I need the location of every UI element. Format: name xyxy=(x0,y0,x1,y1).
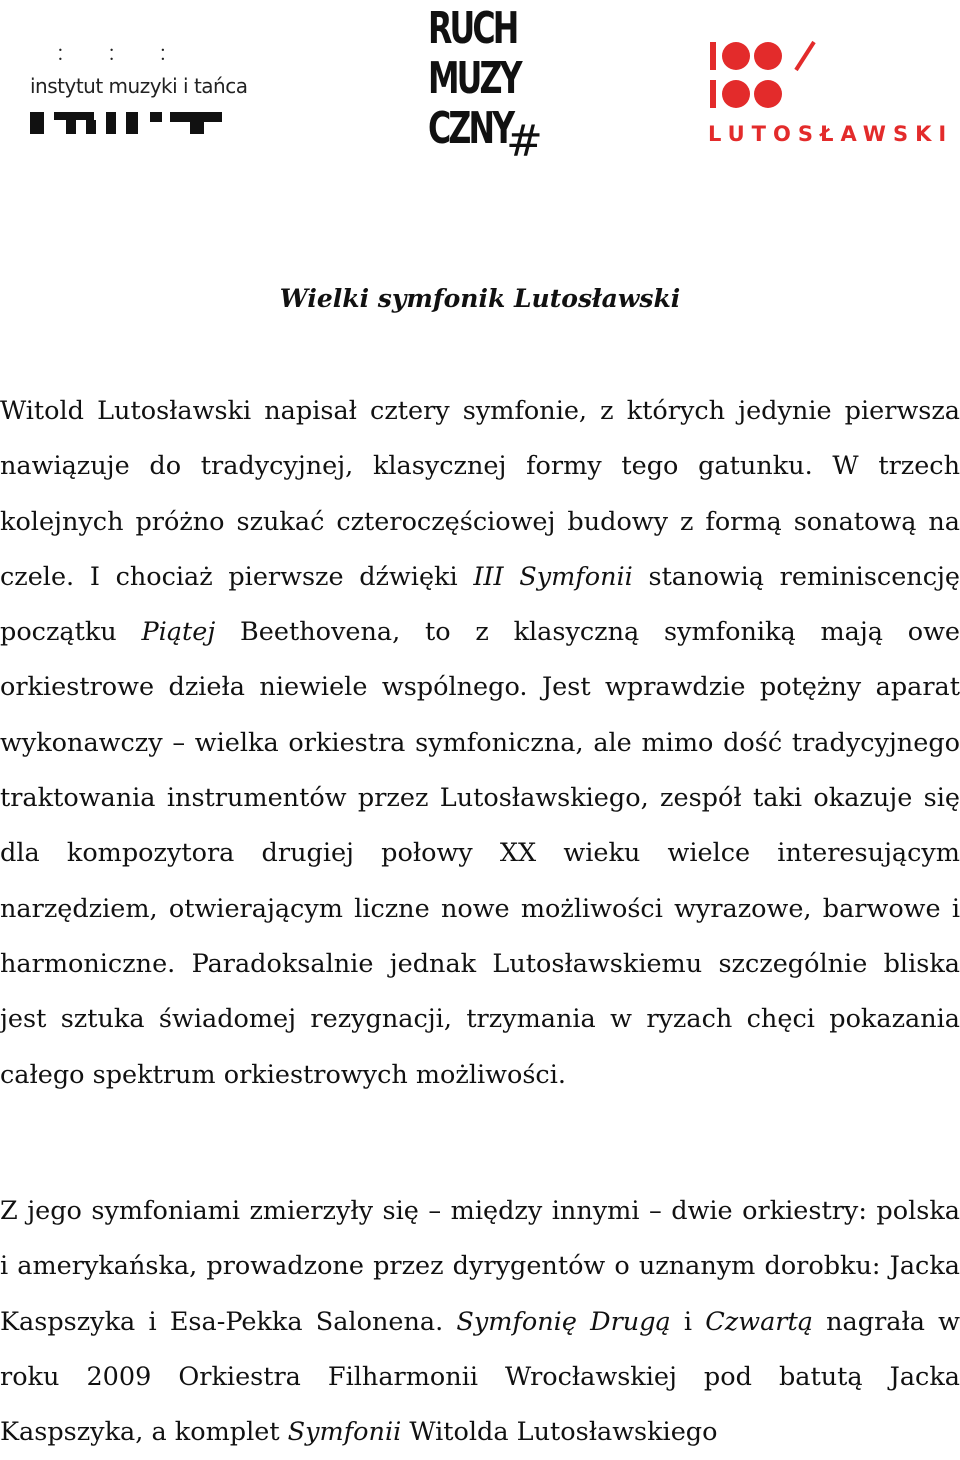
ruch-logo-hash-icon: # xyxy=(506,116,543,167)
paragraph-2-text-2: i xyxy=(670,1306,706,1337)
paragraph-2-text-1: Z jego symfoniami zmierzyły się – między innymi – dwie orkiestry: polska i amerykańska, prowadzone przez dyrygentów o uznanym dorobku: Jacka Kaspszyka i Esa-Pekka Salonena. xyxy=(0,1196,960,1337)
paragraph-2-italic-2: Czwartą xyxy=(705,1306,813,1337)
paragraph-2-italic-1: Symfonię Drugą xyxy=(456,1306,671,1337)
document-title: Wielki symfonik Lutosławski xyxy=(279,284,681,313)
imit-logo-name: instytut muzyki i tańca xyxy=(30,74,248,98)
ruch-logo-line-3: CZNY xyxy=(428,103,513,154)
paragraph-1-text-2: stanowią reminiscencję początku xyxy=(0,561,960,648)
paragraph-2 xyxy=(0,1184,960,1460)
paragraph-1-text-1: Witold Lutosławski napisał cztery symfonie, z których jedynie pierwsza nawiązuje do tradycyjnej, klasycznej formy tego gatunku. W trzech kolejnych próżno szukać czteroczęściowej budowy z formą sonatową na czele. I chociaż pierwsze dźwięki xyxy=(0,396,960,592)
ruch-logo-line-2: MUZY xyxy=(428,53,520,104)
imit-logo-mark-icon xyxy=(30,108,230,138)
paragraph-1-text-3: Beethovena, to z klasyczną symfoniką mają owe orkiestrowe dzieła niewiele wspólnego. Jest wprawdzie potężny aparat wykonawczy – wielka orkiestra symfoniczna, ale mimo dość tradycyjnego traktowania instrumentów przez Lutosławskiego, zespół taki okazuje się dla kompozytora drugiej połowy XX wieku wielce interesującym narzędziem, otwierającym liczne nowe możliwości wyrazowe, barwowe i harmoniczne. Paradoksalnie jednak Lutosławskiemu szczególnie bliska jest sztuka świadomej rezygnacji, trzymania w ryzach chęci pokazania całego spektrum orkiestrowych możliwości. xyxy=(0,617,960,1090)
paragraph-2-text-3: nagrała w roku 2009 Orkiestra Filharmonii Wrocławskiej pod batutą Jacka Kaspszyka, a komplet xyxy=(0,1306,960,1448)
imit-logo xyxy=(30,40,248,140)
ruch-logo-line-1: RUCH xyxy=(428,3,517,54)
paragraph-2-text-4: Witolda Lutosławskiego xyxy=(401,1417,718,1448)
lutoslawski-100-mark-icon xyxy=(706,36,826,116)
lutoslawski-logo-word: LUTOSŁAWSKI xyxy=(708,122,954,146)
paragraph-1 xyxy=(0,384,960,1103)
paragraph-2-italic-3: Symfonii xyxy=(287,1417,402,1448)
paragraph-1-italic-2: Piątej xyxy=(141,617,216,648)
lutoslawski-logo xyxy=(706,36,954,146)
ruch-muzyczny-logo xyxy=(428,3,543,167)
imit-logo-dots: • • • • • • xyxy=(58,46,188,64)
paragraph-1-italic-1: III Symfonii xyxy=(473,561,633,592)
